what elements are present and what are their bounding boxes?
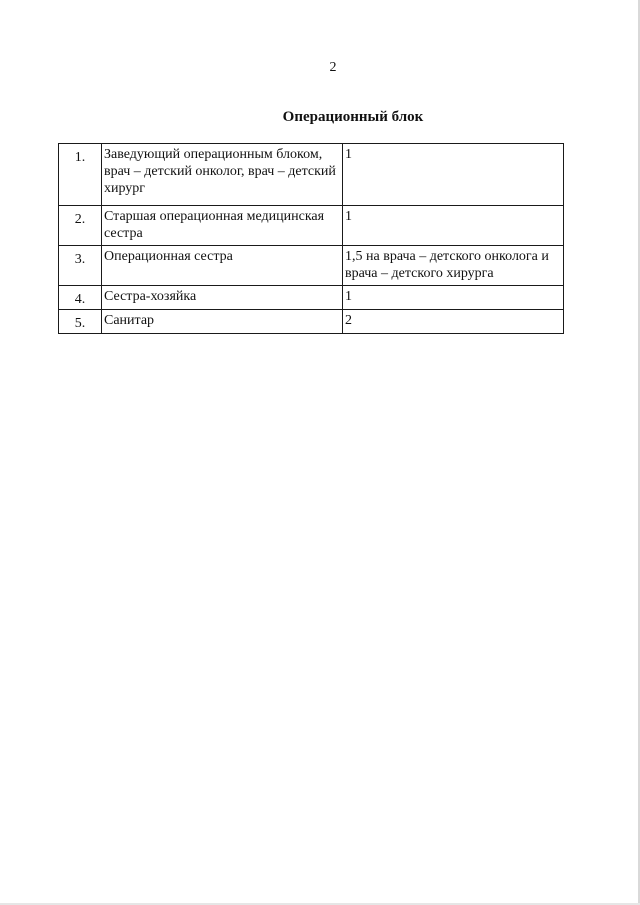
table-row [59,286,564,310]
row-number: 1. [59,144,102,206]
position-name: Операционная сестра [102,246,343,286]
row-number: 3. [59,246,102,286]
table-row [59,246,564,286]
position-name: Старшая операционная медицинская сестра [102,206,343,246]
staff-count: 2 [343,310,564,334]
row-number: 2. [59,206,102,246]
position-name: Санитар [102,310,343,334]
page-number: 2 [329,60,337,75]
position-name: Сестра-хозяйка [102,286,343,310]
table-row [59,206,564,246]
row-number: 4. [59,286,102,310]
staff-count: 1 [343,206,564,246]
staff-count: 1 [343,286,564,310]
staff-table [58,143,564,334]
staff-count: 1,5 на врача – детского онколога и врача – детского хирурга [343,246,564,286]
table-row [59,310,564,334]
staff-count: 1 [343,144,564,206]
row-number: 5. [59,310,102,334]
table-row [59,144,564,206]
section-title: Операционный блок [282,109,424,125]
position-name: Заведующий операционным блоком, врач – детский онколог, врач – детский хирург [102,144,343,206]
